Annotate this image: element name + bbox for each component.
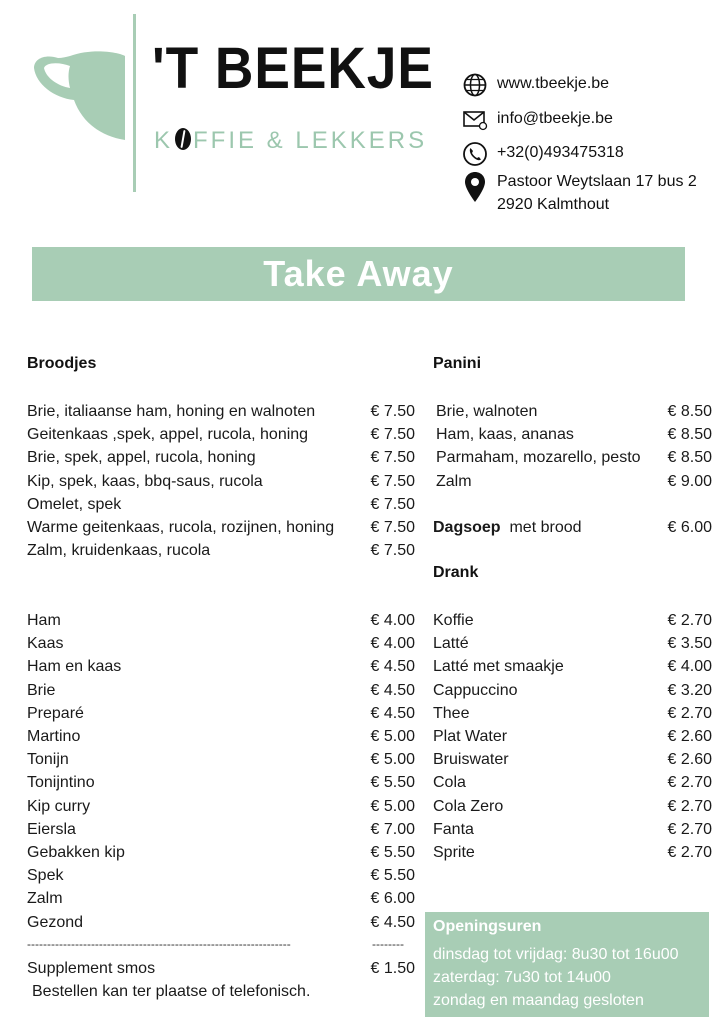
menu-item xyxy=(433,679,712,702)
menu-item-name: Kip curry xyxy=(27,797,91,815)
menu-item-name: Warme geitenkaas, rucola, rozijnen, honing xyxy=(27,519,335,536)
menu-item-name: Koffie xyxy=(433,612,474,629)
menu-item-name: Fanta xyxy=(433,820,474,838)
menu-item xyxy=(433,841,712,864)
menu-item-price: € 5.50 xyxy=(370,774,415,792)
menu-item xyxy=(436,446,712,469)
mail-icon xyxy=(462,107,488,133)
opening-hours-line: zondag en maandag gesloten xyxy=(433,992,644,1009)
menu-item-name: Martino xyxy=(27,728,81,745)
menu-item-price: € 2.70 xyxy=(667,612,712,629)
menu-item-price: € 5.50 xyxy=(370,867,415,885)
section-title-drank: Drank xyxy=(433,564,479,581)
menu-item-name: Brie, walnoten xyxy=(436,403,538,420)
menu-item xyxy=(27,725,415,748)
menu-item xyxy=(27,841,415,864)
menu-item-name: Brie, spek, appel, rucola, honing xyxy=(27,449,256,467)
menu-item-price: € 2.70 xyxy=(667,820,712,838)
menu-item-name: Brie xyxy=(27,681,56,699)
coffee-bean-icon xyxy=(175,128,191,150)
menu-item xyxy=(436,470,712,493)
globe-icon xyxy=(462,72,488,98)
menu-item-price: € 7.50 xyxy=(370,519,415,536)
opening-hours-line: dinsdag tot vrijdag: 8u30 tot 16u00 xyxy=(433,946,679,963)
brand-name: 'T BEEKJE xyxy=(152,36,434,101)
menu-item-price: € 4.00 xyxy=(370,612,415,629)
opening-hours-title: Openingsuren xyxy=(433,918,542,935)
menu-item-price: € 4.50 xyxy=(370,704,415,722)
menu-item-name: Cola xyxy=(433,774,466,792)
opening-hours-box xyxy=(425,912,709,1017)
menu-item xyxy=(433,632,712,655)
menu-item xyxy=(27,887,415,910)
phone-icon xyxy=(462,141,488,167)
menu-item-price: € 7.50 xyxy=(370,542,415,560)
menu-item-price: € 7.50 xyxy=(370,403,415,420)
menu-item xyxy=(433,655,712,678)
menu-item xyxy=(27,864,415,887)
menu-item-name: Ham, kaas, ananas xyxy=(436,426,574,444)
menu-item-name: Gezond xyxy=(27,913,84,931)
menu-item-name: Ham en kaas xyxy=(27,658,122,676)
menu-item-price: € 5.50 xyxy=(370,844,415,861)
menu-item-price: € 8.50 xyxy=(667,449,712,467)
menu-item-price: € 4.50 xyxy=(370,681,415,699)
menu-item-name: Preparé xyxy=(27,704,84,722)
menu-item-price: € 2.60 xyxy=(667,728,712,745)
divider-dashes: ------------------------------------------------------------------ xyxy=(27,937,291,951)
menu-item-name: Geitenkaas ,spek, appel, rucola, honing xyxy=(27,426,309,444)
menu-item xyxy=(27,493,415,516)
menu-item-price: € 7.00 xyxy=(370,820,415,838)
soup-row: Dagsoep met brood € 6.00 xyxy=(433,519,712,536)
menu-item-name: Thee xyxy=(433,704,470,722)
logo-divider xyxy=(133,14,136,192)
menu-item-price: € 2.70 xyxy=(667,797,712,815)
menu-item xyxy=(27,446,415,469)
supplement-row: Supplement smos € 1.50 xyxy=(27,960,415,977)
menu-item-price: € 2.70 xyxy=(667,844,712,861)
menu-item-name: Sprite xyxy=(433,844,475,861)
menu-item-price: € 7.50 xyxy=(370,426,415,444)
contact-phone[interactable]: +32(0)493475318 xyxy=(462,141,624,167)
divider-dashes-price: -------- xyxy=(372,937,404,951)
order-note: Bestellen kan ter plaatse of telefonisch. xyxy=(32,983,311,1000)
menu-item-price: € 4.00 xyxy=(370,635,415,653)
menu-item-price: € 9.00 xyxy=(667,472,712,490)
menu-item-name: Brie, italiaanse ham, honing en walnoten xyxy=(27,403,316,420)
menu-item-name: Omelet, spek xyxy=(27,495,122,513)
menu-item xyxy=(27,818,415,841)
menu-item xyxy=(27,795,415,818)
menu-item-name: Latté met smaakje xyxy=(433,658,564,676)
contact-website[interactable]: www.tbeekje.be xyxy=(462,72,609,98)
menu-item xyxy=(433,725,712,748)
menu-item-price: € 4.50 xyxy=(370,658,415,676)
menu-item-name: Tonijn xyxy=(27,751,69,769)
menu-item-name: Ham xyxy=(27,612,61,629)
menu-item-price: € 7.50 xyxy=(370,449,415,467)
menu-item-price: € 5.00 xyxy=(370,728,415,745)
menu-item-price: € 7.50 xyxy=(370,495,415,513)
menu-item xyxy=(27,400,415,423)
menu-item-name: Bruiswater xyxy=(433,751,509,769)
menu-item-price: € 6.00 xyxy=(370,890,415,908)
menu-item xyxy=(433,771,712,794)
take-away-banner: Take Away xyxy=(32,247,685,301)
menu-item-price: € 2.70 xyxy=(667,774,712,792)
menu-item xyxy=(27,632,415,655)
menu-item xyxy=(27,609,415,632)
menu-item-price: € 4.00 xyxy=(667,658,712,676)
menu-item-price: € 4.50 xyxy=(370,913,415,931)
menu-item xyxy=(433,818,712,841)
menu-item xyxy=(433,795,712,818)
menu-item xyxy=(27,771,415,794)
menu-item xyxy=(27,516,415,539)
menu-item-price: € 8.50 xyxy=(667,426,712,444)
menu-item-name: Zalm xyxy=(27,890,63,908)
menu-item xyxy=(433,702,712,725)
section-title-broodjes: Broodjes xyxy=(27,355,97,372)
menu-item-price: € 7.50 xyxy=(370,472,415,490)
contact-address: Pastoor Weytslaan 17 bus 2 2920 Kalmthout xyxy=(462,170,697,216)
menu-item xyxy=(433,609,712,632)
menu-item-name: Gebakken kip xyxy=(27,844,125,861)
opening-hours-line: zaterdag: 7u30 tot 14u00 xyxy=(433,969,611,986)
menu-item xyxy=(27,679,415,702)
menu-item-name: Zalm xyxy=(436,472,472,490)
menu-item-price: € 5.00 xyxy=(370,797,415,815)
brand-tagline: K FFIE & LEKKERS xyxy=(154,127,428,154)
menu-item-name: Kaas xyxy=(27,635,64,653)
menu-item xyxy=(27,423,415,446)
coffee-cup-icon xyxy=(30,44,125,140)
menu-item-name: Plat Water xyxy=(433,728,508,745)
menu-item xyxy=(27,702,415,725)
menu-item-price: € 3.50 xyxy=(667,635,712,653)
section-title-panini: Panini xyxy=(433,355,482,372)
menu-item-name: Tonijntino xyxy=(27,774,95,792)
menu-item xyxy=(27,470,415,493)
menu-item xyxy=(433,748,712,771)
menu-item xyxy=(436,400,712,423)
menu-item-name: Kip, spek, kaas, bbq-saus, rucola xyxy=(27,472,263,490)
location-pin-icon xyxy=(462,170,488,204)
contact-email[interactable]: info@tbeekje.be xyxy=(462,107,613,133)
menu-item-price: € 8.50 xyxy=(667,403,712,420)
menu-item-name: Zalm, kruidenkaas, rucola xyxy=(27,542,211,560)
menu-item-price: € 3.20 xyxy=(667,681,712,699)
menu-item-name: Cappuccino xyxy=(433,681,518,699)
menu-item xyxy=(27,911,415,934)
menu-item-name: Eiersla xyxy=(27,820,76,838)
menu-item xyxy=(436,423,712,446)
menu-item-price: € 5.00 xyxy=(370,751,415,769)
menu-item xyxy=(27,655,415,678)
menu-item xyxy=(27,748,415,771)
menu-item-name: Cola Zero xyxy=(433,797,504,815)
menu-item-price: € 2.70 xyxy=(667,704,712,722)
menu-item xyxy=(27,539,415,562)
menu-item-price: € 2.60 xyxy=(667,751,712,769)
menu-item-name: Parmaham, mozarello, pesto xyxy=(436,449,641,467)
menu-item-name: Spek xyxy=(27,867,64,885)
menu-item-name: Latté xyxy=(433,635,469,653)
